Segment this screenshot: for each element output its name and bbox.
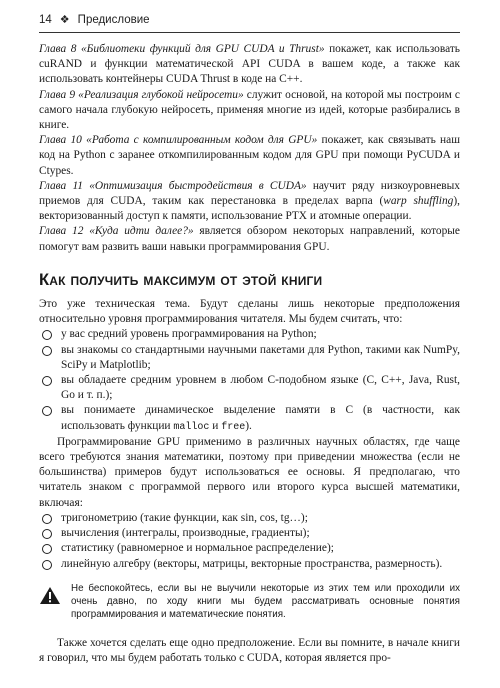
circle-bullet-icon bbox=[42, 346, 52, 356]
chapter-11-description: Глава 11 «Оптимизация быстродействия в CUDA» научит ряду низкоуровневых приемов для CUDA, таким как перестановка в пределах варпа (warp shuffling), векторизованный доступ к памяти, использование PTX и атомные операции. bbox=[39, 179, 460, 223]
section-heading: Как получить максимум от этой книги bbox=[39, 270, 323, 289]
note-block bbox=[39, 582, 460, 622]
warning-triangle-icon bbox=[39, 586, 61, 609]
list-item: статистику (равномерное и нормальное распределение); bbox=[39, 541, 460, 556]
page-number: 14 bbox=[39, 13, 52, 26]
circle-bullet-icon bbox=[42, 544, 52, 554]
chapter-10-description: Глава 10 «Работа с компилированным кодом для GPU» покажет, как связывать наш код на Python с заранее откомпилированным кодом для GPU при помощи PyCUDA и Ctypes. bbox=[39, 134, 460, 177]
section-title: Предисловие bbox=[77, 13, 150, 26]
circle-bullet-icon bbox=[42, 406, 52, 416]
circle-bullet-icon bbox=[42, 560, 52, 570]
list-item: вы понимаете динамическое выделение памяти в C (в частности, как использовать функции malloc и free). bbox=[39, 403, 460, 434]
note-text: Не беспокойтесь, если вы не выучили некоторые из этих тем или проходили их очень давно, по ходу книги мы будем рассматривать основные понятия программирования и математические понятия. bbox=[71, 582, 460, 621]
list-item: линейную алгебру (векторы, матрицы, векторные пространства, размерность). bbox=[39, 557, 460, 572]
code-free: free bbox=[221, 421, 246, 433]
code-malloc: malloc bbox=[173, 421, 210, 433]
diamond-bullet-icon: ❖ bbox=[59, 14, 70, 26]
list-item: тригонометрию (такие функции, как sin, cos, tg…); bbox=[39, 511, 460, 526]
list-item: у вас средний уровень программирования на Python; bbox=[39, 327, 460, 342]
circle-bullet-icon bbox=[42, 529, 52, 539]
page-body bbox=[39, 42, 460, 666]
assumptions-list bbox=[39, 327, 460, 434]
list-item: вы обладаете средним уровнем в любом C-подобном языке (C, C++, Java, Rust, Go и т. п.); bbox=[39, 373, 460, 403]
header-divider bbox=[39, 32, 460, 33]
chapter-9-description: Глава 9 «Реализация глубокой нейросети» служит основой, на которой мы построим с самого начала глубокую нейросеть, применяя многие из идей, которые разбирались в книге. bbox=[39, 88, 460, 132]
math-topics-list bbox=[39, 511, 460, 572]
closing-paragraph: Также хочется сделать еще одно предположение. Если вы помните, в начале книги я говорил, что мы будем работать только с CUDA, которая является про- bbox=[39, 636, 460, 664]
circle-bullet-icon bbox=[42, 376, 52, 386]
list-item: вы знакомы со стандартными научными пакетами для Python, такими как NumPy, SciPy и Matplotlib; bbox=[39, 343, 460, 373]
list-item: вычисления (интегралы, производные, градиенты); bbox=[39, 526, 460, 541]
circle-bullet-icon bbox=[42, 514, 52, 524]
chapter-8-description: Глава 8 «Библиотеки функций для GPU CUDA и Thrust» покажет, как использовать cuRAND и функции математической API CUDA в вашем коде, а также как использовать контейнеры CUDA Thrust в коде на C++. bbox=[39, 43, 460, 86]
intro-paragraph: Это уже техническая тема. Будут сделаны лишь некоторые предположения относительно уровня программирования читателя. Мы будем считать, что: bbox=[39, 298, 460, 326]
chapter-12-description: Глава 12 «Куда идти далее?» является обзором некоторых направлений, которые помогут вам развить ваши навыки программирования GPU. bbox=[39, 225, 460, 253]
circle-bullet-icon bbox=[42, 330, 52, 340]
page-header bbox=[39, 13, 460, 26]
math-paragraph: Программирование GPU применимо в различных научных областях, где чаще всего требуются знания математики, поэтому при приведении множества (если не большинства) примеров будут использоваться ее основы. Я предполагаю, что читатель знаком с программой первого или второго курса высшей математики, включая: bbox=[39, 435, 460, 509]
